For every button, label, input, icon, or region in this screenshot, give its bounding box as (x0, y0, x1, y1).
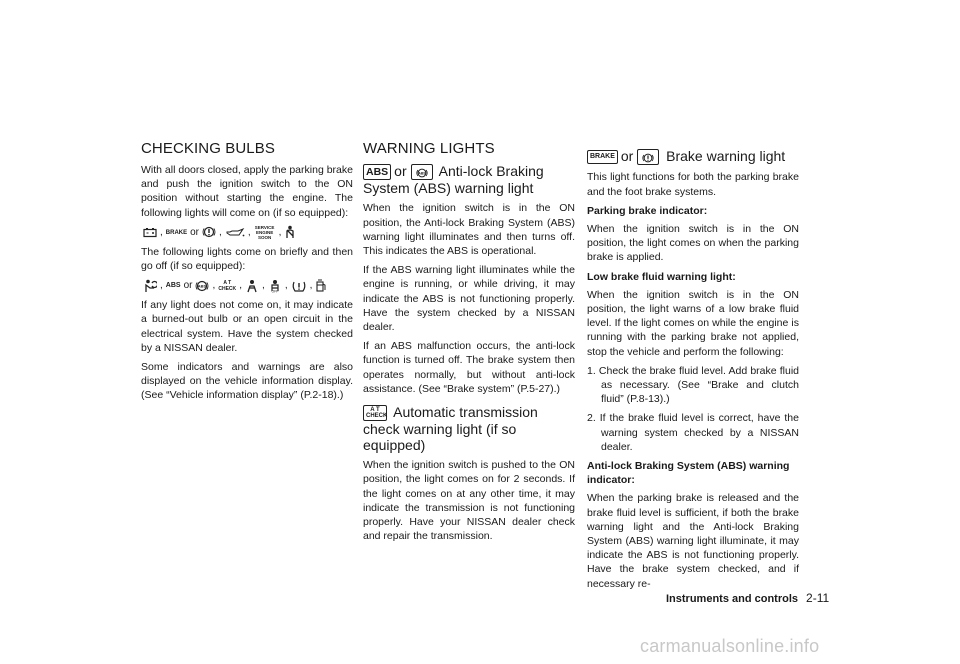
heading-text: Brake warning light (666, 148, 786, 164)
heading-text: Automatic transmission check warning light (if so equipped) (363, 403, 538, 454)
paragraph: When the ignition switch is in the ON position, the light comes on when the parking brake is applied. (587, 222, 799, 264)
at-check-icon: A T CHECK (218, 280, 237, 293)
paragraph: When the parking brake is released and the brake fluid level is sufficient, if both the brake warning light and the Anti-lock Braking System (ABS) warning light illuminate, it may indicate the ABS is not functioning properly. Have the brake system checked, and if necessary re- (587, 492, 799, 590)
list-item: 2. If the brake fluid level is correct, have the warning system checked by a NISSAN dealer. (587, 412, 799, 453)
icon-row-1: , BRAKE or , , SERVICE ENGINE SOON , (141, 225, 353, 241)
brake-circle-icon (202, 225, 216, 241)
paragraph: The following lights come on briefly and then go off (if so equipped): (141, 245, 353, 273)
column-checking-bulbs (141, 140, 353, 408)
icon-row-2: , ABS or ABS , A T CHECK , , OFF , , (141, 278, 353, 294)
tpms-icon (291, 278, 307, 294)
paragraph: If an ABS malfunction occurs, the anti-lock function is turned off. The brake system then operates normally, but without anti-lock assistance. (See “Brake system” (P.5-27).) (363, 340, 575, 395)
svg-text:OFF: OFF (271, 289, 279, 293)
abs-circle-icon (411, 164, 433, 180)
subheading-parking-brake: Parking brake indicator: (587, 204, 708, 217)
at-check-box-icon: A T CHECK (363, 405, 387, 421)
page-footer (666, 591, 829, 605)
abs-warning-heading: ABS or ABS Anti-lock Braking System (ABS) warning light (363, 163, 544, 197)
paragraph: If any light does not come on, it may indicate a burned-out bulb or an open circuit in the electrical system. Have the system checked by a NISSAN dealer. (141, 299, 353, 354)
svg-text:ABS: ABS (198, 283, 207, 289)
section-title-checking-bulbs: CHECKING BULBS (141, 140, 275, 157)
subheading-low-brake-fluid: Low brake fluid warning light: (587, 270, 736, 283)
column-warning-lights (363, 140, 575, 548)
airbag-icon (143, 278, 157, 294)
svg-text:ABS: ABS (417, 170, 426, 175)
brake-box-icon: BRAKE (587, 150, 618, 164)
battery-icon (143, 225, 157, 241)
paragraph: This light functions for both the parking brake and the foot brake systems. (587, 171, 799, 198)
heading-text: Anti-lock Braking System (ABS) warning light (363, 163, 544, 197)
watermark: carmanualsonline.info (640, 636, 820, 656)
brake-text-icon: BRAKE (165, 229, 188, 236)
paragraph: If the ABS warning light illuminates while the engine is running, or while driving, it may indicate the ABS is not functioning properly. Have the system checked by a NISSAN dealer. (363, 264, 575, 333)
at-check-heading (363, 404, 575, 453)
paragraph: When the ignition switch is in the ON position, the Anti-lock Braking System (ABS) warning light illuminates and then turns off. This indicates the ABS is operational. (363, 202, 575, 257)
abs-circle-icon (195, 278, 209, 294)
brake-warning-heading: BRAKE or Brake warning light (587, 148, 799, 165)
service-engine-soon-icon: SERVICE ENGINE SOON (254, 225, 275, 241)
fuel-icon (315, 278, 327, 294)
column-brake-warning (587, 140, 799, 596)
abs-text-icon: ABS (165, 282, 181, 290)
oil-can-icon (225, 225, 245, 241)
footer-section-title: Instruments and controls (666, 593, 799, 605)
seat-belt-icon (284, 225, 296, 241)
page-number: 2-11 (806, 591, 830, 605)
paragraph: Some indicators and warnings are also displayed on the vehicle information display. (See “Vehicle information display” (P.2-18).) (141, 361, 353, 402)
paragraph: When the ignition switch is in the ON position, the light warns of a low brake fluid level. If the light comes on while the engine is running with the parking brake not applied, stop the vehicle and perform the following: (587, 288, 799, 358)
subheading-abs-indicator: Anti-lock Braking System (ABS) warning indicator: (587, 459, 790, 487)
section-title-warning-lights: WARNING LIGHTS (363, 140, 495, 157)
paragraph: With all doors closed, apply the parking brake and push the ignition switch to the ON position without starting the engine. The following lights will come on (if so equipped): (141, 164, 353, 219)
list-item: 1. Check the brake fluid level. Add brake fluid as necessary. (See “Brake and clutch fluid” (P.8-13).) (587, 364, 799, 406)
abs-box-icon: ABS (363, 164, 391, 180)
paragraph: When the ignition switch is pushed to the ON position, the light comes on for 2 seconds. If the light comes on at any other time, it may indicate the transmission is not functioning properly. Have your NISSAN dealer check and repair the transmission. (363, 459, 575, 543)
slip-icon (268, 278, 282, 294)
brake-circle-icon (637, 149, 659, 165)
low-tire-icon (245, 278, 259, 294)
